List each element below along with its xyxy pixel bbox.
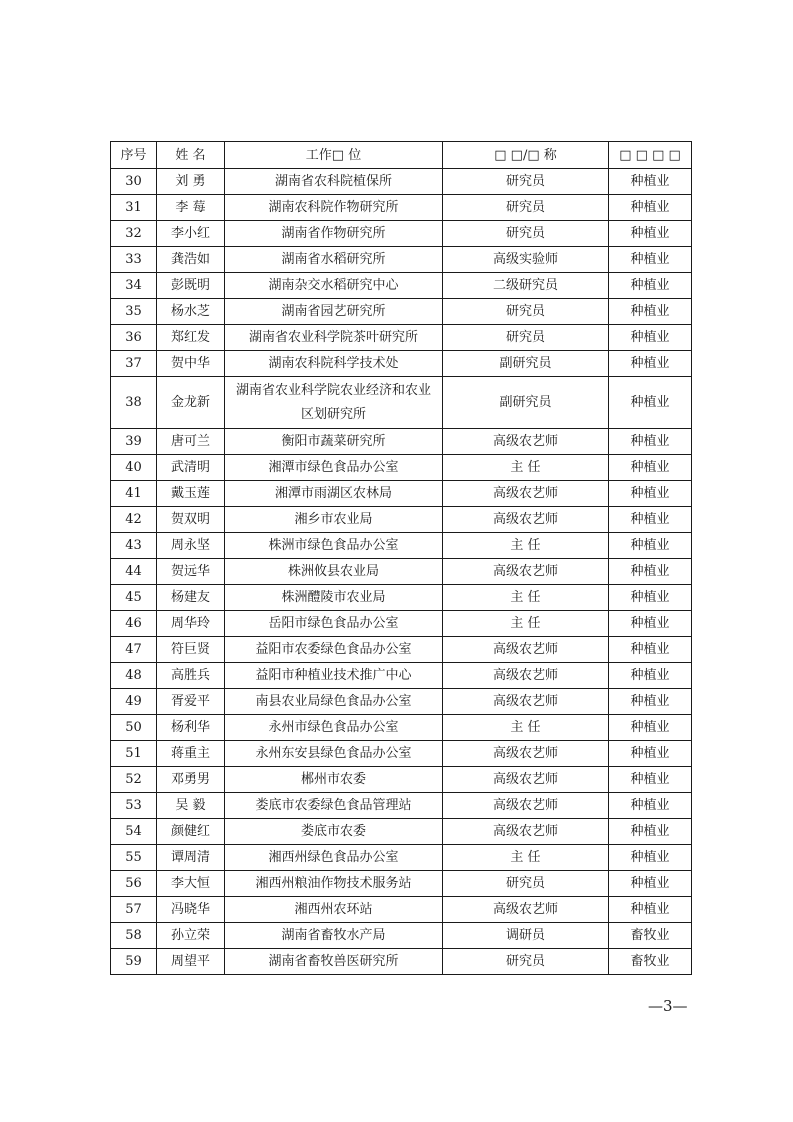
table-row (111, 221, 692, 247)
header-workplace: 工作□ 位 (225, 142, 443, 169)
cell-name: 戴玉莲 (157, 481, 225, 507)
table-row (111, 949, 692, 975)
cell-title: 高级农艺师 (443, 897, 609, 923)
cell-name: 杨建友 (157, 585, 225, 611)
cell-name: 周华玲 (157, 611, 225, 637)
table-row (111, 845, 692, 871)
cell-workplace: 湖南杂交水稻研究中心 (225, 273, 443, 299)
cell-workplace: 娄底市农委 (225, 819, 443, 845)
table-row (111, 481, 692, 507)
cell-title: 主 任 (443, 585, 609, 611)
cell-workplace: 郴州市农委 (225, 767, 443, 793)
cell-workplace: 湖南农科院作物研究所 (225, 195, 443, 221)
cell-name: 贺远华 (157, 559, 225, 585)
table-row (111, 793, 692, 819)
cell-workplace: 湖南省畜牧水产局 (225, 923, 443, 949)
cell-field: 种植业 (609, 533, 692, 559)
cell-title: 高级农艺师 (443, 429, 609, 455)
cell-title: 主 任 (443, 715, 609, 741)
cell-name: 金龙新 (157, 377, 225, 429)
cell-field: 种植业 (609, 481, 692, 507)
cell-workplace: 湘西州绿色食品办公室 (225, 845, 443, 871)
cell-name: 郑红发 (157, 325, 225, 351)
cell-title: 高级农艺师 (443, 507, 609, 533)
cell-field: 种植业 (609, 871, 692, 897)
table-body (111, 169, 692, 975)
cell-index: 58 (111, 923, 157, 949)
table-row (111, 637, 692, 663)
table-row (111, 455, 692, 481)
cell-field: 种植业 (609, 559, 692, 585)
cell-name: 武清明 (157, 455, 225, 481)
cell-workplace: 益阳市农委绿色食品办公室 (225, 637, 443, 663)
cell-index: 45 (111, 585, 157, 611)
cell-field: 种植业 (609, 195, 692, 221)
cell-index: 59 (111, 949, 157, 975)
table-row (111, 715, 692, 741)
table-row (111, 689, 692, 715)
table-row (111, 351, 692, 377)
table-row (111, 767, 692, 793)
cell-field: 种植业 (609, 637, 692, 663)
table-row (111, 923, 692, 949)
table-row (111, 611, 692, 637)
cell-field: 种植业 (609, 611, 692, 637)
cell-field: 种植业 (609, 897, 692, 923)
cell-field: 种植业 (609, 299, 692, 325)
cell-title: 高级农艺师 (443, 793, 609, 819)
cell-index: 36 (111, 325, 157, 351)
cell-index: 34 (111, 273, 157, 299)
table-row (111, 299, 692, 325)
cell-name: 高胜兵 (157, 663, 225, 689)
cell-name: 谭周清 (157, 845, 225, 871)
table-row (111, 195, 692, 221)
cell-name: 胥爱平 (157, 689, 225, 715)
cell-field: 畜牧业 (609, 923, 692, 949)
cell-index: 50 (111, 715, 157, 741)
cell-name: 邓勇男 (157, 767, 225, 793)
cell-workplace: 益阳市种植业技术推广中心 (225, 663, 443, 689)
cell-title: 高级农艺师 (443, 559, 609, 585)
cell-field: 种植业 (609, 429, 692, 455)
cell-index: 49 (111, 689, 157, 715)
cell-name: 刘 勇 (157, 169, 225, 195)
cell-workplace: 娄底市农委绿色食品管理站 (225, 793, 443, 819)
cell-name: 彭既明 (157, 273, 225, 299)
header-field: □ □ □ □ (609, 142, 692, 169)
table-row (111, 507, 692, 533)
cell-name: 杨利华 (157, 715, 225, 741)
expert-list-table (110, 141, 692, 975)
cell-field: 种植业 (609, 767, 692, 793)
cell-title: 研究员 (443, 325, 609, 351)
table-row (111, 741, 692, 767)
cell-workplace: 湖南省水稻研究所 (225, 247, 443, 273)
table-row (111, 585, 692, 611)
cell-name: 李大恒 (157, 871, 225, 897)
cell-field: 种植业 (609, 689, 692, 715)
cell-name: 杨水芝 (157, 299, 225, 325)
cell-title: 高级农艺师 (443, 481, 609, 507)
cell-workplace: 湘西州农环站 (225, 897, 443, 923)
cell-title: 二级研究员 (443, 273, 609, 299)
cell-workplace: 湖南省农科院植保所 (225, 169, 443, 195)
cell-name: 李 莓 (157, 195, 225, 221)
header-name: 姓 名 (157, 142, 225, 169)
header-row (111, 142, 692, 169)
cell-field: 种植业 (609, 507, 692, 533)
table-header (111, 142, 692, 169)
cell-workplace: 湘西州粮油作物技术服务站 (225, 871, 443, 897)
cell-field: 种植业 (609, 741, 692, 767)
table-row (111, 897, 692, 923)
table-row (111, 819, 692, 845)
page-number: —3— (648, 997, 688, 1015)
cell-index: 42 (111, 507, 157, 533)
table-row (111, 429, 692, 455)
cell-workplace: 岳阳市绿色食品办公室 (225, 611, 443, 637)
table-row (111, 377, 692, 429)
cell-index: 43 (111, 533, 157, 559)
cell-index: 33 (111, 247, 157, 273)
cell-field: 种植业 (609, 351, 692, 377)
cell-index: 31 (111, 195, 157, 221)
cell-index: 52 (111, 767, 157, 793)
cell-index: 55 (111, 845, 157, 871)
table-row (111, 273, 692, 299)
cell-index: 53 (111, 793, 157, 819)
cell-name: 周永坚 (157, 533, 225, 559)
cell-index: 38 (111, 377, 157, 429)
expert-list-table-wrapper (110, 141, 691, 975)
header-title: □ □/□ 称 (443, 142, 609, 169)
cell-index: 56 (111, 871, 157, 897)
cell-title: 主 任 (443, 533, 609, 559)
cell-index: 57 (111, 897, 157, 923)
table-row (111, 169, 692, 195)
cell-title: 副研究员 (443, 351, 609, 377)
cell-title: 高级农艺师 (443, 819, 609, 845)
table-row (111, 559, 692, 585)
cell-title: 高级农艺师 (443, 637, 609, 663)
cell-workplace: 衡阳市蔬菜研究所 (225, 429, 443, 455)
cell-workplace: 湖南省作物研究所 (225, 221, 443, 247)
cell-index: 32 (111, 221, 157, 247)
cell-index: 40 (111, 455, 157, 481)
cell-index: 54 (111, 819, 157, 845)
cell-field: 种植业 (609, 273, 692, 299)
cell-index: 48 (111, 663, 157, 689)
cell-field: 种植业 (609, 845, 692, 871)
cell-title: 高级农艺师 (443, 741, 609, 767)
cell-name: 唐可兰 (157, 429, 225, 455)
cell-field: 种植业 (609, 819, 692, 845)
table-row (111, 247, 692, 273)
cell-title: 研究员 (443, 221, 609, 247)
cell-name: 颜健红 (157, 819, 225, 845)
table-row (111, 663, 692, 689)
cell-name: 蒋重主 (157, 741, 225, 767)
cell-field: 种植业 (609, 585, 692, 611)
cell-field: 种植业 (609, 715, 692, 741)
cell-field: 种植业 (609, 169, 692, 195)
cell-workplace: 南县农业局绿色食品办公室 (225, 689, 443, 715)
cell-index: 30 (111, 169, 157, 195)
cell-field: 畜牧业 (609, 949, 692, 975)
table-row (111, 533, 692, 559)
cell-name: 龚浩如 (157, 247, 225, 273)
cell-workplace: 永州东安县绿色食品办公室 (225, 741, 443, 767)
cell-title: 研究员 (443, 299, 609, 325)
cell-name: 贺中华 (157, 351, 225, 377)
cell-title: 研究员 (443, 169, 609, 195)
cell-workplace: 湖南省农业科学院农业经济和农业区划研究所 (225, 377, 443, 429)
cell-title: 研究员 (443, 195, 609, 221)
cell-workplace: 株洲醴陵市农业局 (225, 585, 443, 611)
cell-name: 李小红 (157, 221, 225, 247)
cell-workplace: 湖南农科院科学技术处 (225, 351, 443, 377)
cell-field: 种植业 (609, 247, 692, 273)
cell-title: 主 任 (443, 455, 609, 481)
cell-workplace: 湘潭市绿色食品办公室 (225, 455, 443, 481)
cell-title: 主 任 (443, 611, 609, 637)
cell-field: 种植业 (609, 377, 692, 429)
cell-index: 35 (111, 299, 157, 325)
cell-workplace: 永州市绿色食品办公室 (225, 715, 443, 741)
table-row (111, 871, 692, 897)
cell-index: 47 (111, 637, 157, 663)
cell-title: 调研员 (443, 923, 609, 949)
cell-title: 高级实验师 (443, 247, 609, 273)
table-row (111, 325, 692, 351)
header-index: 序号 (111, 142, 157, 169)
cell-field: 种植业 (609, 793, 692, 819)
cell-workplace: 湖南省农业科学院茶叶研究所 (225, 325, 443, 351)
cell-workplace: 株洲攸县农业局 (225, 559, 443, 585)
cell-workplace: 湘潭市雨湖区农林局 (225, 481, 443, 507)
cell-name: 孙立荣 (157, 923, 225, 949)
cell-title: 研究员 (443, 949, 609, 975)
cell-index: 39 (111, 429, 157, 455)
cell-title: 高级农艺师 (443, 767, 609, 793)
cell-index: 46 (111, 611, 157, 637)
cell-field: 种植业 (609, 455, 692, 481)
cell-index: 37 (111, 351, 157, 377)
cell-title: 高级农艺师 (443, 689, 609, 715)
cell-field: 种植业 (609, 663, 692, 689)
cell-name: 贺双明 (157, 507, 225, 533)
cell-title: 高级农艺师 (443, 663, 609, 689)
cell-title: 主 任 (443, 845, 609, 871)
cell-title: 研究员 (443, 871, 609, 897)
cell-field: 种植业 (609, 221, 692, 247)
cell-index: 44 (111, 559, 157, 585)
cell-workplace: 株洲市绿色食品办公室 (225, 533, 443, 559)
cell-title: 副研究员 (443, 377, 609, 429)
cell-name: 周望平 (157, 949, 225, 975)
cell-index: 51 (111, 741, 157, 767)
cell-index: 41 (111, 481, 157, 507)
cell-field: 种植业 (609, 325, 692, 351)
cell-workplace: 湖南省畜牧兽医研究所 (225, 949, 443, 975)
cell-name: 冯晓华 (157, 897, 225, 923)
cell-name: 吴 毅 (157, 793, 225, 819)
cell-name: 符巨贤 (157, 637, 225, 663)
cell-workplace: 湖南省园艺研究所 (225, 299, 443, 325)
cell-workplace: 湘乡市农业局 (225, 507, 443, 533)
